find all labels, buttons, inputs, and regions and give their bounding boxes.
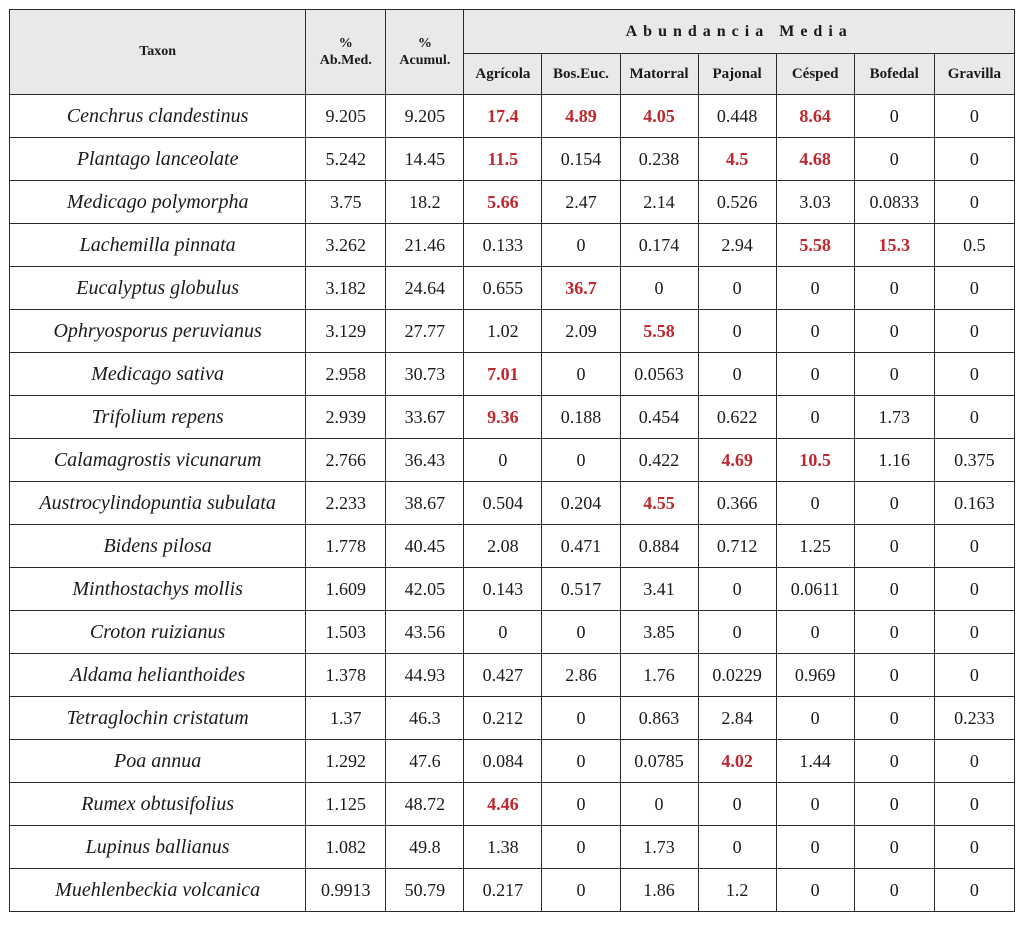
- habitat-header-bos-euc: Bos.Euc.: [542, 54, 620, 95]
- ab-med-cell: 5.242: [306, 138, 386, 181]
- abundance-cell: 0: [934, 353, 1014, 396]
- ab-med-cell: 1.778: [306, 525, 386, 568]
- table-row: [10, 568, 1015, 611]
- abundance-cell: 0: [934, 267, 1014, 310]
- acumul-cell: 27.77: [386, 310, 464, 353]
- abundance-cell: 0.174: [620, 224, 698, 267]
- abundance-cell: 0.0611: [776, 568, 854, 611]
- abundance-cell: 1.02: [464, 310, 542, 353]
- abundance-cell: 0: [854, 95, 934, 138]
- abundance-cell: 0: [934, 783, 1014, 826]
- abundance-cell: 0: [934, 95, 1014, 138]
- ab-med-cell: 1.503: [306, 611, 386, 654]
- abundance-cell: 0: [934, 396, 1014, 439]
- ab-med-cell: 3.262: [306, 224, 386, 267]
- abundance-cell: 1.16: [854, 439, 934, 482]
- abundance-cell: 1.73: [854, 396, 934, 439]
- acumul-header: [386, 10, 464, 95]
- abundance-cell: 4.02: [698, 740, 776, 783]
- abundance-cell: 0.0563: [620, 353, 698, 396]
- acumul-header-symbol: %: [417, 36, 432, 51]
- abundance-cell: 0: [854, 826, 934, 869]
- table-row: [10, 396, 1015, 439]
- acumul-cell: 38.67: [386, 482, 464, 525]
- acumul-cell: 42.05: [386, 568, 464, 611]
- acumul-header-label: Acumul.: [399, 53, 451, 68]
- abundance-cell: 4.89: [542, 95, 620, 138]
- abundance-cell: 0: [464, 439, 542, 482]
- abundance-cell: 0: [854, 138, 934, 181]
- abundance-cell: 0.188: [542, 396, 620, 439]
- habitat-header-c-sped: Césped: [776, 54, 854, 95]
- abundance-cell: 0: [542, 439, 620, 482]
- ab-med-cell: 9.205: [306, 95, 386, 138]
- abundance-cell: 0: [776, 697, 854, 740]
- abundance-cell: 10.5: [776, 439, 854, 482]
- ab-med-cell: 1.37: [306, 697, 386, 740]
- abundance-cell: 0: [854, 869, 934, 912]
- ab-med-header: [306, 10, 386, 95]
- abundance-cell: 1.38: [464, 826, 542, 869]
- abundance-cell: 0: [854, 568, 934, 611]
- abundance-cell: 0.863: [620, 697, 698, 740]
- ab-med-cell: 3.182: [306, 267, 386, 310]
- acumul-cell: 36.43: [386, 439, 464, 482]
- abundance-cell: 0.0833: [854, 181, 934, 224]
- abundance-cell: 3.03: [776, 181, 854, 224]
- abundance-cell: 0: [854, 611, 934, 654]
- abundance-cell: 0: [854, 525, 934, 568]
- acumul-cell: 43.56: [386, 611, 464, 654]
- taxon-cell: Lachemilla pinnata: [10, 224, 306, 267]
- abundance-cell: 0: [776, 267, 854, 310]
- abundance-cell: 2.08: [464, 525, 542, 568]
- abundance-cell: 0: [854, 697, 934, 740]
- taxon-header: Taxon: [10, 10, 306, 95]
- table-row: [10, 310, 1015, 353]
- ab-med-cell: 1.125: [306, 783, 386, 826]
- abundance-cell: 0.233: [934, 697, 1014, 740]
- abundance-cell: 2.94: [698, 224, 776, 267]
- taxon-cell: Medicago sativa: [10, 353, 306, 396]
- taxon-cell: Poa annua: [10, 740, 306, 783]
- acumul-cell: 44.93: [386, 654, 464, 697]
- acumul-cell: 14.45: [386, 138, 464, 181]
- abundance-cell: 0.526: [698, 181, 776, 224]
- taxon-cell: Trifolium repens: [10, 396, 306, 439]
- abundance-cell: 1.76: [620, 654, 698, 697]
- table-row: [10, 654, 1015, 697]
- ab-med-header-label: Ab.Med.: [319, 53, 372, 68]
- abundance-cell: 1.2: [698, 869, 776, 912]
- taxon-cell: Tetraglochin cristatum: [10, 697, 306, 740]
- abundance-cell: 0.0785: [620, 740, 698, 783]
- abundance-cell: 0.448: [698, 95, 776, 138]
- habitat-header-agr-cola: Agrícola: [464, 54, 542, 95]
- abundance-cell: 0: [698, 310, 776, 353]
- table-row: [10, 353, 1015, 396]
- abundance-cell: 0.133: [464, 224, 542, 267]
- ab-med-cell: 0.9913: [306, 869, 386, 912]
- abundance-cell: 0: [776, 783, 854, 826]
- abundance-cell: 0: [776, 869, 854, 912]
- habitat-header-matorral: Matorral: [620, 54, 698, 95]
- abundance-cell: 0.375: [934, 439, 1014, 482]
- habitat-header-gravilla: Gravilla: [934, 54, 1014, 95]
- abundance-cell: 0.217: [464, 869, 542, 912]
- abundance-cell: 0.622: [698, 396, 776, 439]
- abundance-cell: 0: [698, 267, 776, 310]
- acumul-cell: 49.8: [386, 826, 464, 869]
- abundance-cell: 0: [542, 611, 620, 654]
- abundance-cell: 5.58: [620, 310, 698, 353]
- abundance-cell: 0: [698, 568, 776, 611]
- abundance-cell: 0: [542, 697, 620, 740]
- abundance-cell: 0: [934, 568, 1014, 611]
- abundance-cell: 0.238: [620, 138, 698, 181]
- acumul-cell: 46.3: [386, 697, 464, 740]
- table-row: [10, 224, 1015, 267]
- abundance-cell: 8.64: [776, 95, 854, 138]
- taxon-cell: Minthostachys mollis: [10, 568, 306, 611]
- abundance-cell: 11.5: [464, 138, 542, 181]
- habitat-header-pajonal: Pajonal: [698, 54, 776, 95]
- ab-med-header-symbol: %: [338, 36, 353, 51]
- abundance-cell: 0: [542, 224, 620, 267]
- acumul-cell: 30.73: [386, 353, 464, 396]
- taxon-cell: Aldama helianthoides: [10, 654, 306, 697]
- abundance-cell: 0: [698, 611, 776, 654]
- abundance-cell: 15.3: [854, 224, 934, 267]
- abundance-cell: 0: [698, 783, 776, 826]
- taxon-cell: Eucalyptus globulus: [10, 267, 306, 310]
- abundance-cell: 0: [776, 611, 854, 654]
- table-row: [10, 783, 1015, 826]
- abundance-cell: 0.471: [542, 525, 620, 568]
- abundance-cell: 9.36: [464, 396, 542, 439]
- abundance-cell: 0.504: [464, 482, 542, 525]
- taxon-cell: Plantago lanceolate: [10, 138, 306, 181]
- abundance-cell: 0: [542, 826, 620, 869]
- ab-med-cell: 1.082: [306, 826, 386, 869]
- abundance-cell: 0: [934, 611, 1014, 654]
- abundance-cell: 0: [776, 826, 854, 869]
- abundance-cell: 4.05: [620, 95, 698, 138]
- abundance-cell: 3.41: [620, 568, 698, 611]
- abundance-cell: 1.86: [620, 869, 698, 912]
- acumul-cell: 40.45: [386, 525, 464, 568]
- table-row: [10, 697, 1015, 740]
- abundance-cell: 0: [620, 783, 698, 826]
- ab-med-cell: 2.958: [306, 353, 386, 396]
- abundancia-media-header: Abundancia Media: [464, 10, 1015, 54]
- abundance-cell: 0.154: [542, 138, 620, 181]
- abundance-cell: 0: [776, 396, 854, 439]
- abundance-cell: 0: [934, 740, 1014, 783]
- ab-med-cell: 2.766: [306, 439, 386, 482]
- taxon-cell: Cenchrus clandestinus: [10, 95, 306, 138]
- abundance-table: [9, 9, 1015, 912]
- abundance-cell: 0.655: [464, 267, 542, 310]
- abundance-cell: 0.454: [620, 396, 698, 439]
- habitat-header-bofedal: Bofedal: [854, 54, 934, 95]
- abundance-cell: 0: [542, 783, 620, 826]
- table-row: [10, 95, 1015, 138]
- abundance-cell: 0: [854, 740, 934, 783]
- abundance-cell: 5.58: [776, 224, 854, 267]
- abundance-cell: 0.517: [542, 568, 620, 611]
- taxon-cell: Lupinus ballianus: [10, 826, 306, 869]
- abundance-cell: 5.66: [464, 181, 542, 224]
- abundance-cell: 0: [854, 310, 934, 353]
- abundance-cell: 0.884: [620, 525, 698, 568]
- abundance-cell: 0: [854, 783, 934, 826]
- ab-med-cell: 3.75: [306, 181, 386, 224]
- abundance-cell: 0.969: [776, 654, 854, 697]
- abundance-cell: 0: [542, 740, 620, 783]
- abundance-cell: 0.422: [620, 439, 698, 482]
- abundance-cell: 4.55: [620, 482, 698, 525]
- abundance-cell: 4.46: [464, 783, 542, 826]
- ab-med-cell: 2.233: [306, 482, 386, 525]
- abundance-cell: 0: [542, 353, 620, 396]
- ab-med-cell: 3.129: [306, 310, 386, 353]
- abundance-cell: 2.47: [542, 181, 620, 224]
- abundance-cell: 0.5: [934, 224, 1014, 267]
- abundance-cell: 7.01: [464, 353, 542, 396]
- abundance-cell: 0: [934, 654, 1014, 697]
- abundance-cell: 0.143: [464, 568, 542, 611]
- taxon-cell: Calamagrostis vicunarum: [10, 439, 306, 482]
- abundance-cell: 0: [934, 310, 1014, 353]
- taxon-cell: Rumex obtusifolius: [10, 783, 306, 826]
- abundance-cell: 0.163: [934, 482, 1014, 525]
- abundance-cell: 3.85: [620, 611, 698, 654]
- abundance-cell: 0.204: [542, 482, 620, 525]
- table-row: [10, 267, 1015, 310]
- abundance-cell: 0: [464, 611, 542, 654]
- abundance-cell: 0: [934, 138, 1014, 181]
- abundance-cell: 4.69: [698, 439, 776, 482]
- ab-med-cell: 1.292: [306, 740, 386, 783]
- abundance-cell: 2.14: [620, 181, 698, 224]
- taxon-cell: Ophryosporus peruvianus: [10, 310, 306, 353]
- table-body: [10, 95, 1015, 912]
- acumul-cell: 33.67: [386, 396, 464, 439]
- abundance-cell: 0: [698, 826, 776, 869]
- abundance-cell: 0: [698, 353, 776, 396]
- table-header: [10, 10, 1015, 95]
- ab-med-cell: 1.378: [306, 654, 386, 697]
- taxon-cell: Bidens pilosa: [10, 525, 306, 568]
- acumul-cell: 9.205: [386, 95, 464, 138]
- abundance-cell: 2.84: [698, 697, 776, 740]
- abundance-cell: 1.25: [776, 525, 854, 568]
- abundance-cell: 0.0229: [698, 654, 776, 697]
- abundance-cell: 0: [854, 353, 934, 396]
- table-row: [10, 439, 1015, 482]
- abundance-cell: 4.68: [776, 138, 854, 181]
- table-row: [10, 482, 1015, 525]
- abundance-cell: 0.212: [464, 697, 542, 740]
- abundance-cell: 0.084: [464, 740, 542, 783]
- table-row: [10, 181, 1015, 224]
- abundance-cell: 0: [934, 826, 1014, 869]
- table-row: [10, 826, 1015, 869]
- abundance-cell: 2.09: [542, 310, 620, 353]
- abundance-cell: 0.366: [698, 482, 776, 525]
- abundance-cell: 0: [776, 310, 854, 353]
- table-row: [10, 740, 1015, 783]
- abundance-cell: 0: [620, 267, 698, 310]
- abundance-cell: 0: [934, 525, 1014, 568]
- table-row: [10, 869, 1015, 912]
- taxon-cell: Austrocylindopuntia subulata: [10, 482, 306, 525]
- abundance-cell: 0: [934, 181, 1014, 224]
- acumul-cell: 47.6: [386, 740, 464, 783]
- abundance-cell: 0: [776, 353, 854, 396]
- acumul-cell: 48.72: [386, 783, 464, 826]
- abundance-cell: 36.7: [542, 267, 620, 310]
- abundance-cell: 1.44: [776, 740, 854, 783]
- table-row: [10, 138, 1015, 181]
- abundance-cell: 0: [934, 869, 1014, 912]
- acumul-cell: 24.64: [386, 267, 464, 310]
- abundance-cell: 1.73: [620, 826, 698, 869]
- abundance-cell: 0.427: [464, 654, 542, 697]
- abundance-cell: 17.4: [464, 95, 542, 138]
- acumul-cell: 21.46: [386, 224, 464, 267]
- taxon-cell: Medicago polymorpha: [10, 181, 306, 224]
- abundance-cell: 0: [776, 482, 854, 525]
- abundance-cell: 0: [854, 482, 934, 525]
- taxon-cell: Croton ruizianus: [10, 611, 306, 654]
- ab-med-cell: 1.609: [306, 568, 386, 611]
- table-row: [10, 525, 1015, 568]
- taxon-cell: Muehlenbeckia volcanica: [10, 869, 306, 912]
- abundance-cell: 2.86: [542, 654, 620, 697]
- acumul-cell: 50.79: [386, 869, 464, 912]
- abundance-cell: 0: [854, 267, 934, 310]
- acumul-cell: 18.2: [386, 181, 464, 224]
- abundance-cell: 0: [854, 654, 934, 697]
- abundance-cell: 0: [542, 869, 620, 912]
- abundance-cell: 4.5: [698, 138, 776, 181]
- table-row: [10, 611, 1015, 654]
- abundance-cell: 0.712: [698, 525, 776, 568]
- ab-med-cell: 2.939: [306, 396, 386, 439]
